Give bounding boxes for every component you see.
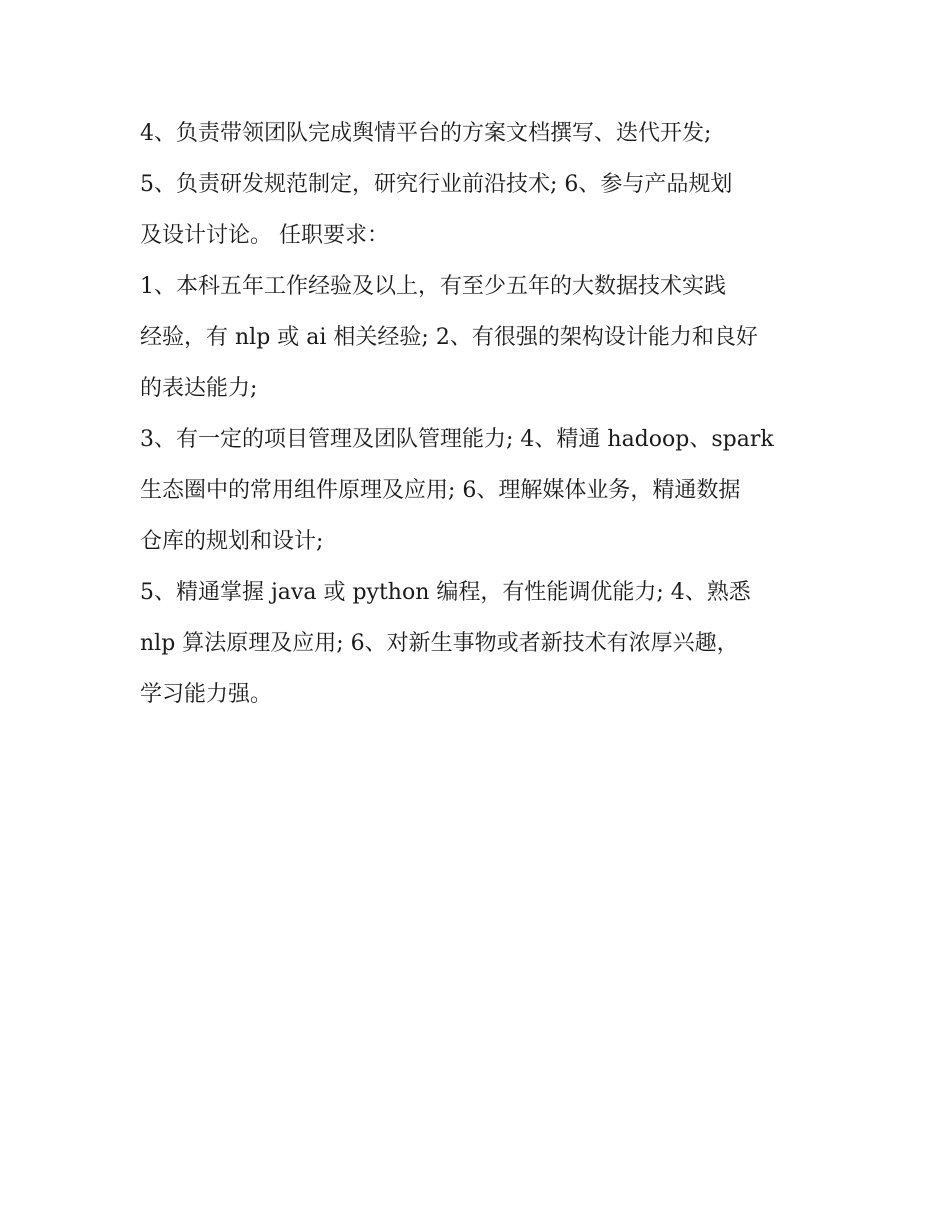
text-line: 5、负责研发规范制定，研究行业前沿技术; 6、参与产品规划 — [140, 172, 733, 197]
text-line: 1、本科五年工作经验及以上，有至少五年的大数据技术实践 — [140, 274, 726, 299]
document-body — [140, 108, 830, 720]
text-line: 3、有一定的项目管理及团队管理能力; 4、精通 hadoop、spark — [140, 427, 774, 452]
text-line: nlp 算法原理及应用; 6、对新生事物或者新技术有浓厚兴趣， — [140, 631, 739, 656]
text-line: 5、精通掌握 java 或 python 编程，有性能调优能力; 4、熟悉 — [140, 580, 751, 605]
text-line: 生态圈中的常用组件原理及应用; 6、理解媒体业务，精通数据 — [140, 478, 741, 503]
text-line: 4、负责带领团队完成舆情平台的方案文档撰写、迭代开发; — [140, 121, 712, 146]
text-line: 及设计讨论。 任职要求： — [140, 223, 389, 248]
text-line: 仓库的规划和设计; — [140, 529, 324, 554]
text-line: 的表达能力; — [140, 376, 258, 401]
text-line: 学习能力强。 — [140, 682, 273, 707]
text-line: 经验，有 nlp 或 ai 相关经验; 2、有很强的架构设计能力和良好 — [140, 325, 758, 350]
